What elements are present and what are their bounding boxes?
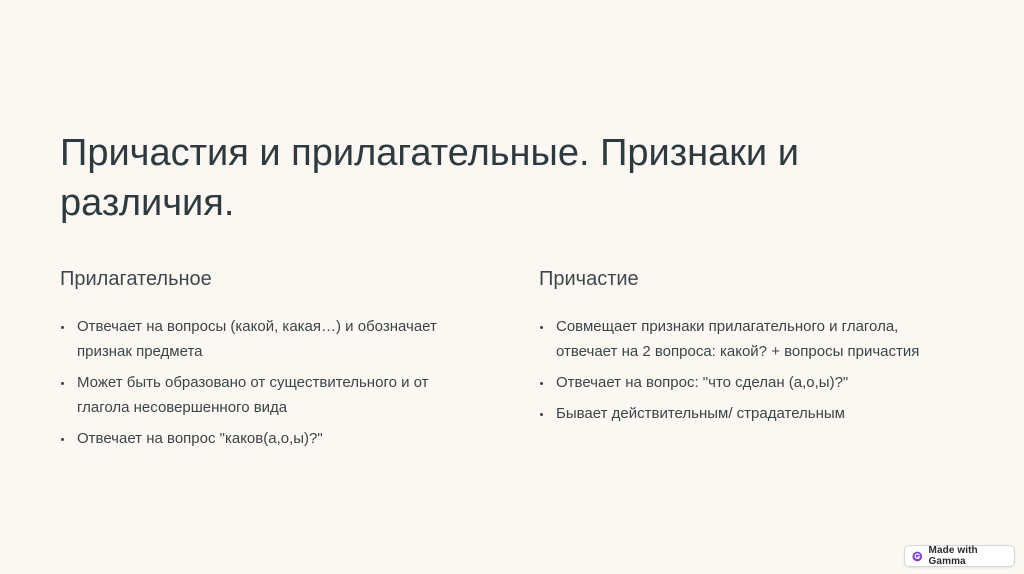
list-item-text: Отвечает на вопрос: "что сделан (а,о,ы)?" — [556, 374, 849, 391]
bullet-icon — [540, 382, 543, 385]
list-item — [60, 426, 480, 451]
bullet-list — [60, 314, 480, 451]
list-item-text: Отвечает на вопрос "каков(а,о,ы)?" — [77, 430, 323, 447]
column-participle — [539, 266, 959, 432]
gamma-logo-icon — [912, 551, 923, 562]
column-heading: Причастие — [539, 268, 639, 290]
list-item — [539, 401, 959, 426]
bullet-icon — [540, 413, 543, 416]
list-item-text: Может быть образовано от существительного и от глагола несовершенного вида — [77, 374, 429, 416]
bullet-icon — [61, 438, 64, 441]
list-item-text: Отвечает на вопросы (какой, какая…) и обозначает признак предмета — [77, 318, 437, 360]
made-with-gamma-badge[interactable] — [904, 545, 1015, 567]
bullet-list — [539, 314, 959, 426]
bullet-icon — [61, 326, 64, 329]
list-item — [539, 370, 959, 395]
list-item — [60, 314, 480, 364]
column-heading: Прилагательное — [60, 268, 212, 290]
list-item — [60, 370, 480, 420]
bullet-icon — [540, 326, 543, 329]
slide-title: Причастия и прилагательные. Признаки и различия. — [60, 132, 799, 224]
list-item — [539, 314, 959, 364]
list-item-text: Совмещает признаки прилагательного и глагола, отвечает на 2 вопроса: какой? + вопросы причастия — [556, 318, 920, 360]
column-adjective — [60, 266, 480, 457]
bullet-icon — [61, 382, 64, 385]
badge-label: Made with Gamma — [928, 545, 978, 567]
list-item-text: Бывает действительным/ страдательным — [556, 405, 845, 422]
